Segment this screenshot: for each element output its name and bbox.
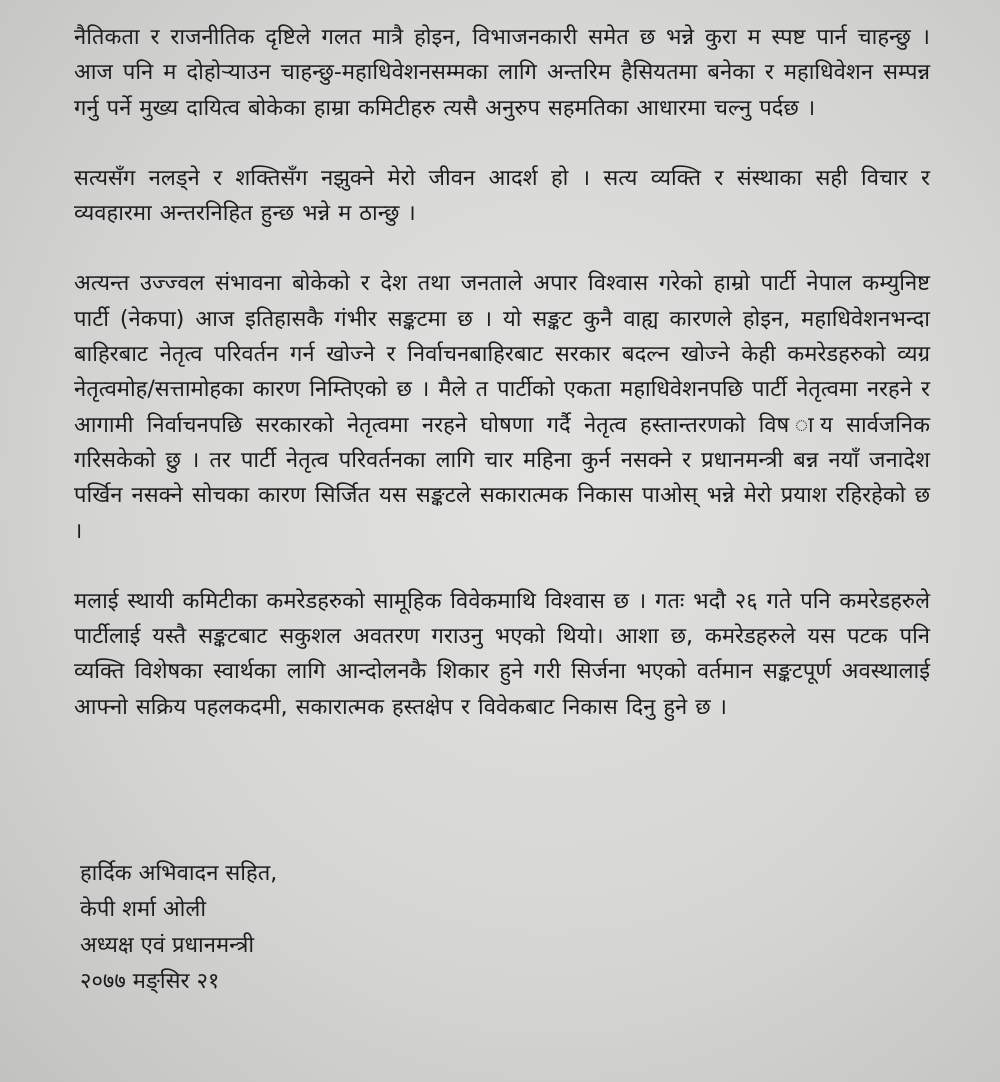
- signer-title: अध्यक्ष एवं प्रधानमन्त्री: [80, 933, 255, 958]
- paragraph-text: सत्यसँग नलड्ने र शक्तिसँग नझुक्ने मेरो जीवन आदर्श हो । सत्य व्यक्ति र संस्थाका सही विचार र व्यवहारमा अन्तरनिहित हुन्छ भन्ने म ठान्छु ।: [74, 165, 930, 227]
- closing-line: हार्दिक अभिवादन सहित,: [80, 861, 278, 886]
- paragraph-text: अत्यन्त उज्ज्वल संभावना बोकेको र देश तथा जनताले अपार विश्वास गरेको हाम्रो पार्टी नेपाल कम्युनिष्ट पार्टी (नेकपा) आज इतिहासकै गंभीर सङ्कटमा छ । यो सङ्कट कुनै वाह्य कारणले होइन, महाधिवेशनभन्दा बाहिरबाट नेतृत्व परिवर्तन गर्न खोज्ने र निर्वाचनबाहिरबाट सरकार बदल्न खोज्ने केही कमरेडहरुको व्यग्र नेतृत्वमोह/सत्तामोहका कारण निम्तिएको छ । मैले त पार्टीको एकता महाधिवेशनपछि पार्टी नेतृत्वमा नरहने र आगामी निर्वाचनपछि सरकारको नेतृत्वमा नरहने घोषणा गर्दै नेतृत्व हस्तान्तरणको विष ाय सार्वजनिक गरिसकेको छु । तर पार्टी नेतृत्व परिवर्तनका लागि चार महिना कुर्न नसक्ने र प्रधानमन्त्री बन्न नयाँ जनादेश पर्खिन नसक्ने सोचका कारण सिर्जित यस सङ्कटले सकारात्मक निकास पाओस् भन्ने मेरो प्रयाश रहिरहेको छ ।: [74, 271, 930, 544]
- paragraph-2: [74, 161, 930, 232]
- signer-name: केपी शर्मा ओली: [80, 897, 207, 922]
- paragraph-1: [74, 20, 930, 126]
- paragraph-4: [74, 584, 930, 725]
- letter-date: २०७७ मङ्सिर २१: [80, 969, 220, 994]
- paragraph-text: मलाई स्थायी कमिटीका कमरेडहरुको सामूहिक विवेकमाथि विश्वास छ । गतः भदौ २६ गते पनि कमरेडहरुले पार्टीलाई यस्तै सङ्कटबाट सकुशल अवतरण गराउनु भएको थियो। आशा छ, कमरेडहरुले यस पटक पनि व्यक्ति विशेषका स्वार्थका लागि आन्दोलनकै शिकार हुने गरी सिर्जना भएको वर्तमान सङ्कटपूर्ण अवस्थालाई आफ्नो सक्रिय पहलकदमी, सकारात्मक हस्तक्षेप र विवेकबाट निकास दिनु हुने छ ।: [74, 588, 930, 720]
- paragraph-text: नैतिकता र राजनीतिक दृष्टिले गलत मात्रै होइन, विभाजनकारी समेत छ भन्ने कुरा म स्पष्ट पार्न चाहन्छु । आज पनि म दोहोऱ्याउन चाहन्छु-महाधिवेशनसम्मका लागि अन्तरिम हैसियतमा बनेका र महाधिवेशन सम्पन्न गर्नु पर्ने मुख्य दायित्व बोकेका हाम्रा कमिटीहरु त्यसै अनुरुप सहमतिका आधारमा चल्नु पर्दछ ।: [74, 25, 930, 121]
- signature-block: [80, 856, 277, 1000]
- paragraph-3: [74, 266, 930, 548]
